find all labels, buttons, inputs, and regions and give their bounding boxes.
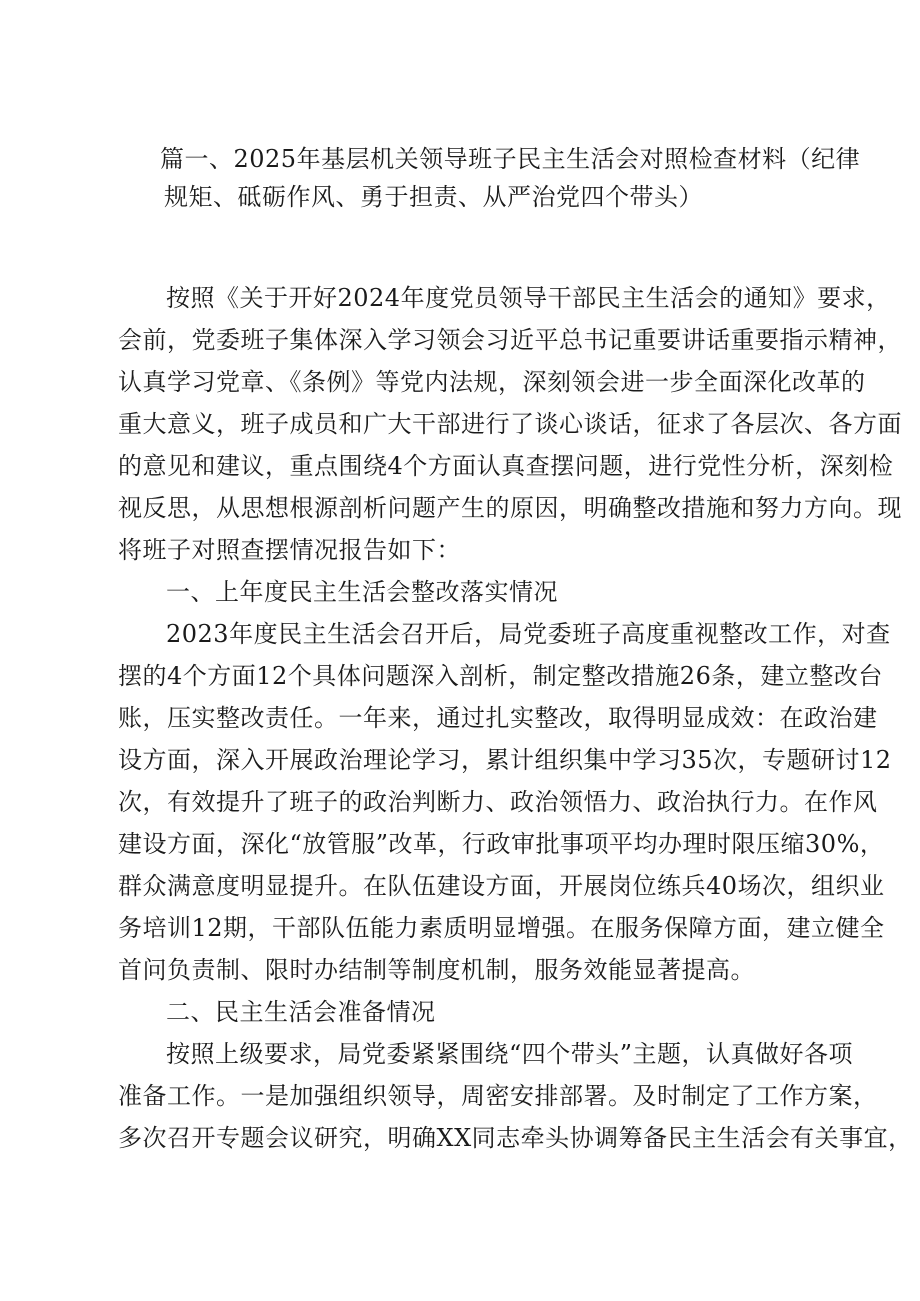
- document-body: [118, 277, 913, 1159]
- paragraph-line: 账，压实整改责任。一年来，通过扎实整改，取得明显成效：在政治建: [118, 704, 878, 732]
- paragraph-line: 会前，党委班子集体深入学习领会习近平总书记重要讲话重要指示精神，: [118, 326, 902, 354]
- section-heading-2: [118, 991, 858, 1033]
- paragraph-line: 按照上级要求，局党委紧紧围绕“四个带头”主题，认真做好各项: [166, 1040, 854, 1068]
- paragraph-line: 次，有效提升了班子的政治判断力、政治领悟力、政治执行力。在作风: [118, 788, 878, 816]
- paragraph-rectification: [118, 613, 892, 991]
- paragraph-line: 务培训12期，干部队伍能力素质明显增强。在服务保障方面，建立健全: [118, 914, 885, 942]
- section-heading-1: [118, 571, 858, 613]
- paragraph-line: 准备工作。一是加强组织领导，周密安排部署。及时制定了工作方案，: [118, 1082, 878, 1110]
- heading-line: 二、民主生活会准备情况: [166, 998, 436, 1026]
- paragraph-preparation: [118, 1033, 913, 1159]
- title-line: 规矩、砥砺作风、勇于担责、从严治党四个带头）: [164, 183, 703, 211]
- paragraph-line: 设方面，深入开展政治理论学习，累计组织集中学习35次，专题研讨12: [118, 746, 892, 774]
- paragraph-line: 摆的4个方面12个具体问题深入剖析，制定整改措施26条，建立整改台: [118, 662, 883, 690]
- paragraph-line: 2023年度民主生活会召开后，局党委班子高度重视整改工作，对查: [166, 620, 891, 648]
- heading-line: 一、上年度民主生活会整改落实情况: [166, 578, 558, 606]
- paragraph-intro: [118, 277, 902, 571]
- paragraph-line: 将班子对照查摆情况报告如下：: [118, 536, 461, 564]
- title-line: 篇一、2025年基层机关领导班子民主生活会对照检查材料（纪律: [160, 145, 861, 173]
- paragraph-line: 重大意义，班子成员和广大干部进行了谈心谈话，征求了各层次、各方面: [118, 410, 902, 438]
- paragraph-line: 群众满意度明显提升。在队伍建设方面，开展岗位练兵40场次，组织业: [118, 872, 885, 900]
- paragraph-line: 的意见和建议，重点围绕4个方面认真查摆问题，进行党性分析，深刻检: [118, 452, 894, 480]
- paragraph-line: 首问负责制、限时办结制等制度机制，服务效能显著提高。: [118, 956, 755, 984]
- paragraph-line: 建设方面，深化“放管服”改革，行政审批事项平均办理时限压缩30%，: [118, 830, 885, 858]
- document-title: [160, 140, 860, 216]
- paragraph-line: 按照《关于开好2024年度党员领导干部民主生活会的通知》要求，: [166, 284, 891, 312]
- paragraph-line: 认真学习党章、《条例》等党内法规，深刻领会进一步全面深化改革的: [118, 368, 866, 396]
- paragraph-line: 视反思，从思想根源剖析问题产生的原因，明确整改措施和努力方向。现: [118, 494, 902, 522]
- paragraph-line: 多次召开专题会议研究，明确XX同志牵头协调筹备民主生活会有关事宜，: [118, 1124, 913, 1152]
